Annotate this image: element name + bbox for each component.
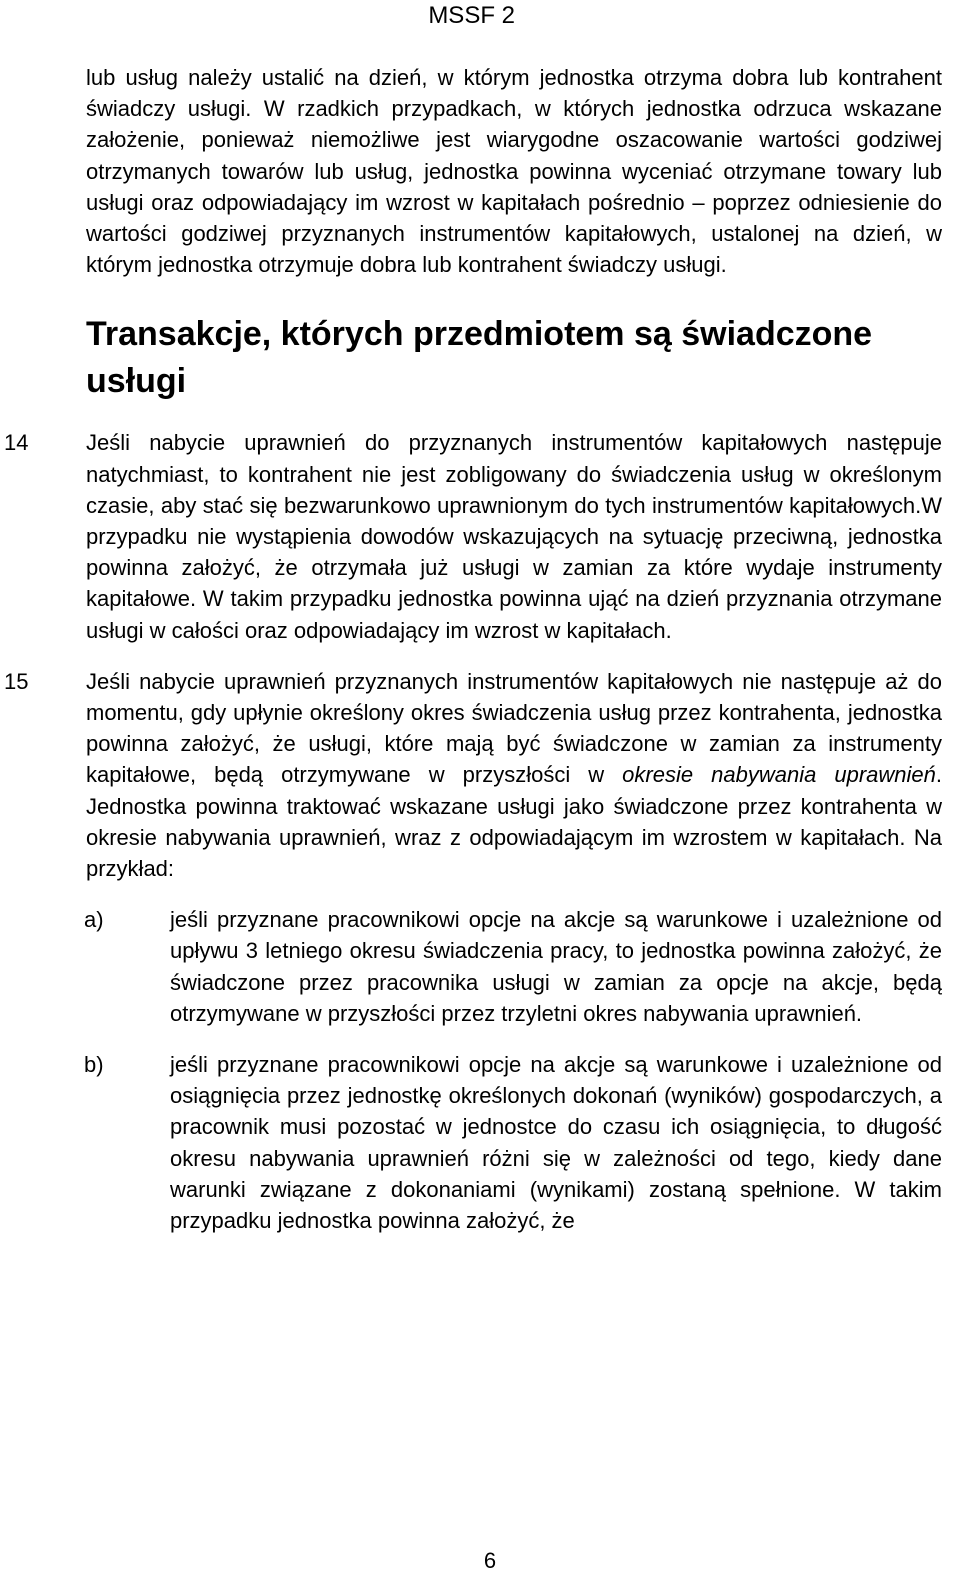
document-header: MSSF 2 [428, 2, 515, 29]
paragraph-text [86, 666, 942, 884]
paragraph-text-part: Jeśli nabycie uprawnień przyznanych instrumentów kapitałowych nie następuje aż do momentu, gdy upłynie określony okres świadczenia usług przez kontrahenta, jednostka powinna założyć, że usługi, które mają być świadczone w zamian za instrumenty kapitałowe, będą otrzymywane w przyszłości w [86, 668, 942, 788]
list-marker: b) [84, 1052, 104, 1078]
list-item [0, 904, 960, 1029]
paragraph-text: Jeśli nabycie uprawnień do przyznanych instrumentów kapitałowych następuje natychmiast, to kontrahent nie jest zobligowany do świadczenia usług w określonym czasie, aby stać się bezwarunkowo uprawnionym do tych instrumentów kapitałowych.W przypadku nie wystąpienia dowodów wskazujących na sytuację przeciwną, jednostka powinna założyć, że otrzymała już usługi w zamian za które wydaje instrumenty kapitałowe. W takim przypadku jednostka powinna ująć na dzień przyznania otrzymane usługi w całości oraz odpowiadający im wzrost w kapitałach. [86, 430, 942, 643]
list-item-text: jeśli przyznane pracownikowi opcje na akcje są warunkowe i uzależnione od upływu 3 letniego okresu świadczenia pracy, to jednostka powinna założyć, że świadczone przez pracownika usługi w zamian za opcje na akcje, będą otrzymywane w przyszłości przez trzyletni okres nabywania uprawnień. [170, 907, 942, 1026]
paragraph-15 [0, 666, 960, 884]
paragraph-number: 15 [4, 668, 29, 694]
intro-paragraph: lub usług należy ustalić na dzień, w którym jednostka otrzyma dobra lub kontrahent świadczy usługi. W rzadkich przypadkach, w których jednostka odrzuca wskazane założenie, ponieważ niemożliwe jest wiarygodne oszacowanie wartości godziwej otrzymanych towarów lub usług, jednostka powinna wyceniać otrzymane towary lub usługi oraz odpowiadający im wzrost w kapitałach pośrednio – poprzez odniesienie do wartości godziwej przyznanych instrumentów kapitałowych, ustalonej na dzień, w którym jednostka otrzymuje dobra lub kontrahent świadczy usługi. [86, 65, 942, 278]
page-number: 6 [483, 1548, 497, 1573]
page-footer [0, 1547, 960, 1575]
page-content [0, 62, 960, 1256]
list-item-text: jeśli przyznane pracownikowi opcje na akcje są warunkowe i uzależnione od osiągnięcia przez jednostkę określonych dokonań (wyników) gospodarczych, a pracownik musi pozostać w jednostce do czasu ich osiągnięcia, to długość okresu nabywania uprawnień różni się w zależności od tego, kiedy dane warunki związane z dokonaniami (wynikami) zostaną spełnione. W takim przypadku jednostka powinna założyć, że [170, 1052, 942, 1234]
list-marker: a) [84, 907, 104, 933]
defined-term: okresie nabywania uprawnień [622, 762, 936, 788]
example-list [0, 904, 960, 1236]
paragraph-text-part: . Jednostka powinna traktować wskazane usługi jako świadczone przez kontrahenta w okresie nabywania uprawnień, wraz z odpowiadającym im wzrostem w kapitałach. Na przykład: [86, 762, 942, 882]
section-heading: Transakcje, których przedmiotem są świadczone usługi [86, 315, 873, 401]
paragraph-number: 14 [4, 430, 29, 456]
list-item [0, 1049, 960, 1236]
paragraph-14 [0, 427, 960, 645]
